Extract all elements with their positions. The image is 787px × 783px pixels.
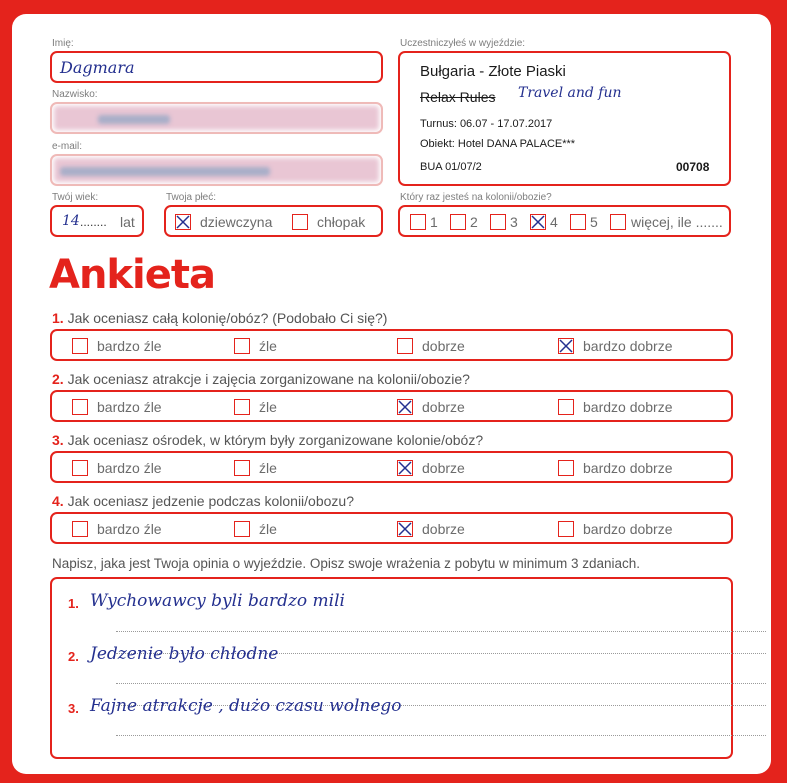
opinion-line-text: Fajne atrakcje , dużo czasu wolnego: [90, 696, 402, 716]
question-4-answers: [50, 512, 733, 544]
email-field[interactable]: [50, 154, 383, 186]
times-label: Który raz jesteś na kolonii/obozie?: [400, 192, 552, 203]
question-1-answers: [50, 329, 733, 361]
question-3-text: [52, 432, 483, 448]
opinion-line-number: 2.: [68, 649, 79, 664]
question-3-answers: [50, 451, 733, 483]
gender-checkbox-female[interactable]: [175, 214, 191, 230]
answer-option-label: bardzo źle: [97, 521, 162, 537]
surname-blurred-text: [98, 115, 170, 124]
answer-option-label: bardzo dobrze: [583, 338, 673, 354]
answer-option-label: źle: [259, 399, 277, 415]
answer-checkbox-bardzo-zle[interactable]: [72, 338, 88, 354]
answer-checkbox-bardzo-zle[interactable]: [72, 521, 88, 537]
times-checkbox-4[interactable]: [530, 214, 546, 230]
question-number: 4.: [52, 493, 64, 509]
email-label: e-mail:: [52, 141, 83, 152]
answer-checkbox-dobrze[interactable]: [397, 460, 413, 476]
times-checkbox-5[interactable]: [570, 214, 586, 230]
trip-program-struck: Relax Rules: [420, 89, 496, 105]
answer-option-label: bardzo źle: [97, 460, 162, 476]
answer-option-label: dobrze: [422, 338, 465, 354]
name-label: Imię:: [52, 38, 74, 49]
answer-checkbox-zle[interactable]: [234, 399, 250, 415]
checkmark-x-icon: [557, 337, 575, 355]
answer-option-label: dobrze: [422, 399, 465, 415]
question-2-answers: [50, 390, 733, 422]
question-number: 2.: [52, 371, 64, 387]
answer-option-label: bardzo dobrze: [583, 521, 673, 537]
answer-option-label: bardzo dobrze: [583, 399, 673, 415]
checkmark-x-icon: [174, 213, 192, 231]
answer-checkbox-zle[interactable]: [234, 521, 250, 537]
times-checkbox-more[interactable]: [610, 214, 626, 230]
answer-option-label: dobrze: [422, 460, 465, 476]
opinion-rule: [116, 735, 766, 736]
survey-title: Ankieta: [49, 252, 215, 298]
gender-option-male: chłopak: [317, 214, 366, 230]
trip-box: [398, 51, 731, 186]
opinion-line-number: 3.: [68, 701, 79, 716]
question-2-text: [52, 371, 470, 387]
gender-option-female: dziewczyna: [200, 214, 273, 230]
times-option-5: 5: [590, 214, 598, 230]
times-option-3: 3: [510, 214, 518, 230]
question-label: Jak oceniasz jedzenie podczas kolonii/obozu?: [67, 493, 354, 509]
opinion-line-text: Wychowawcy byli bardzo mili: [90, 591, 345, 611]
times-field: [398, 205, 731, 237]
answer-option-label: bardzo dobrze: [583, 460, 673, 476]
answer-option-label: bardzo źle: [97, 399, 162, 415]
age-label: Twój wiek:: [52, 192, 99, 203]
answer-checkbox-bardzo-zle[interactable]: [72, 399, 88, 415]
times-checkbox-2[interactable]: [450, 214, 466, 230]
question-4-text: [52, 493, 354, 509]
answer-checkbox-zle[interactable]: [234, 460, 250, 476]
question-number: 3.: [52, 432, 64, 448]
answer-checkbox-bardzo-dobrze[interactable]: [558, 460, 574, 476]
age-value: 14: [62, 213, 80, 229]
times-checkbox-3[interactable]: [490, 214, 506, 230]
answer-option-label: źle: [259, 460, 277, 476]
form-card: [12, 14, 771, 774]
trip-destination: Bułgaria - Złote Piaski: [420, 63, 566, 80]
name-field[interactable]: [50, 51, 383, 83]
answer-option-label: źle: [259, 338, 277, 354]
answer-checkbox-dobrze[interactable]: [397, 399, 413, 415]
answer-checkbox-bardzo-dobrze[interactable]: [558, 399, 574, 415]
checkmark-x-icon: [396, 459, 414, 477]
email-blurred-text: [60, 167, 270, 176]
opinion-prompt: Napisz, jaka jest Twoja opinia o wyjeździe. Opisz swoje wrażenia z pobytu w minimum 3 zdaniach.: [52, 556, 641, 571]
answer-checkbox-dobrze[interactable]: [397, 521, 413, 537]
opinion-rule: [116, 683, 766, 684]
answer-checkbox-bardzo-zle[interactable]: [72, 460, 88, 476]
checkmark-x-icon: [529, 213, 547, 231]
times-option-4: 4: [550, 214, 558, 230]
question-number: 1.: [52, 310, 64, 326]
age-dots: ........: [80, 215, 107, 229]
question-label: Jak oceniasz atrakcje i zajęcia zorganizowane na kolonii/obozie?: [67, 371, 470, 387]
trip-program-handwritten: Travel and fun: [518, 85, 622, 101]
trip-obiekt: Obiekt: Hotel DANA PALACE***: [420, 138, 576, 150]
name-value: Dagmara: [60, 58, 135, 77]
checkmark-x-icon: [396, 398, 414, 416]
answer-checkbox-bardzo-dobrze[interactable]: [558, 521, 574, 537]
question-label: Jak oceniasz całą kolonię/obóz? (Podobało Ci się?): [67, 310, 388, 326]
gender-label: Twoja płeć:: [166, 192, 217, 203]
opinion-line-number: 1.: [68, 596, 79, 611]
age-field[interactable]: [50, 205, 144, 237]
opinion-box[interactable]: [50, 577, 733, 759]
trip-turnus: Turnus: 06.07 - 17.07.2017: [420, 118, 553, 130]
answer-checkbox-dobrze[interactable]: [397, 338, 413, 354]
opinion-line-text: Jedzenie było chłodne: [90, 644, 279, 664]
trip-label: Uczestniczyłeś w wyjeździe:: [400, 38, 526, 49]
answer-checkbox-bardzo-dobrze[interactable]: [558, 338, 574, 354]
trip-number: 00708: [676, 160, 710, 174]
times-option-1: 1: [430, 214, 438, 230]
trip-code: BUA 01/07/2: [420, 161, 482, 173]
answer-checkbox-zle[interactable]: [234, 338, 250, 354]
age-unit: lat: [120, 214, 135, 230]
times-checkbox-1[interactable]: [410, 214, 426, 230]
times-option-2: 2: [470, 214, 478, 230]
answer-option-label: źle: [259, 521, 277, 537]
surname-label: Nazwisko:: [52, 89, 98, 100]
surname-field[interactable]: [50, 102, 383, 134]
times-option-more: więcej, ile .......: [631, 214, 723, 230]
answer-option-label: dobrze: [422, 521, 465, 537]
gender-field: [164, 205, 383, 237]
answer-option-label: bardzo źle: [97, 338, 162, 354]
gender-checkbox-male[interactable]: [292, 214, 308, 230]
checkmark-x-icon: [396, 520, 414, 538]
question-1-text: [52, 310, 387, 326]
opinion-rule: [116, 631, 766, 632]
question-label: Jak oceniasz ośrodek, w którym były zorganizowane kolonie/obóz?: [67, 432, 484, 448]
